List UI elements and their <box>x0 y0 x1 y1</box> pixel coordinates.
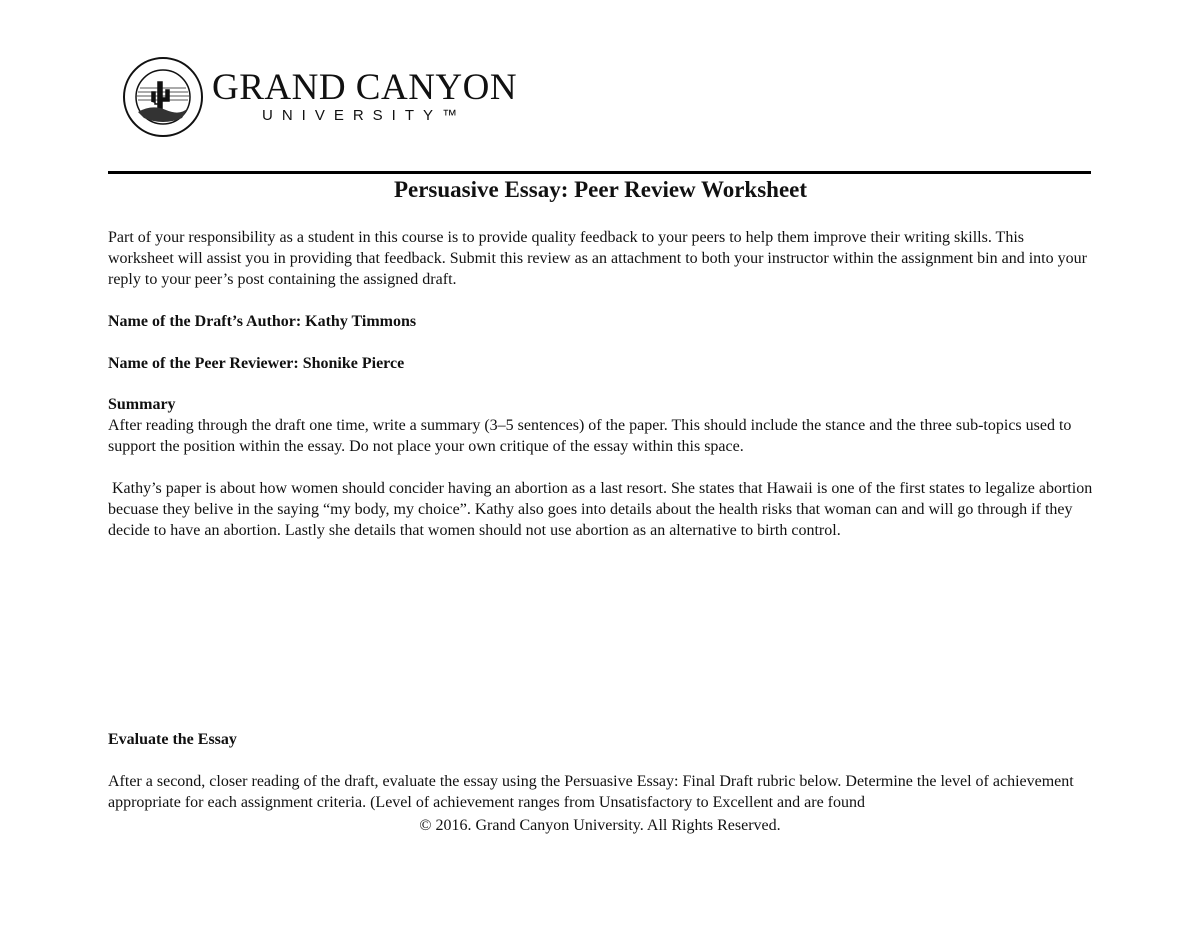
header-rule <box>108 171 1091 174</box>
summary-section <box>108 394 1097 541</box>
intro-paragraph: Part of your responsibility as a student in this course is to provide quality feedback to your peers to help them improve their writing skills. This worksheet will assist you in providing that feedback. Submit this review as an attachment to both your instructor within the assignment bin and into your reply to your peer’s post containing the assigned draft. <box>108 229 1087 288</box>
summary-instructions: After reading through the draft one time, write a summary (3–5 sentences) of the paper. This should include the stance and the three sub-topics used to support the position within the essay. Do not place your own critique of the essay within this space. <box>108 417 1072 455</box>
university-seal-icon <box>122 56 204 138</box>
summary-response[interactable]: Kathy’s paper is about how women should concider having an abortion as a last resort. She states that Hawaii is one of the first states to legalize abortion becuase they belive in the saying “my body, my choice”. Kathy also goes into details about the health risks that woman can and will go through if they decide to have an abortion. Lastly she details that women should not use abortion as an alternative to birth control. <box>108 480 1097 539</box>
evaluate-text: After a second, closer reading of the draft, evaluate the essay using the Persuasive Essay: Final Draft rubric below. Determine the level of achievement appropriate for each assignment criteria. (Level of achievement ranges from Unsatisfactory to Excellent and are found <box>108 773 1074 811</box>
logo-name: GRAND CANYON <box>212 67 518 108</box>
reviewer-name: Name of the Peer Reviewer: Shonike Pierce <box>108 355 405 372</box>
page-title: Persuasive Essay: Peer Review Worksheet <box>393 177 808 202</box>
university-logo <box>122 56 517 138</box>
evaluate-heading: Evaluate the Essay <box>108 731 237 748</box>
author-name: Name of the Draft’s Author: Kathy Timmons <box>108 313 417 330</box>
summary-heading: Summary <box>108 396 176 413</box>
logo-subname: UNIVERSITY™ <box>262 107 467 124</box>
copyright-footer: © 2016. Grand Canyon University. All Rights Reserved. <box>419 817 781 834</box>
evaluate-section <box>108 729 1093 813</box>
